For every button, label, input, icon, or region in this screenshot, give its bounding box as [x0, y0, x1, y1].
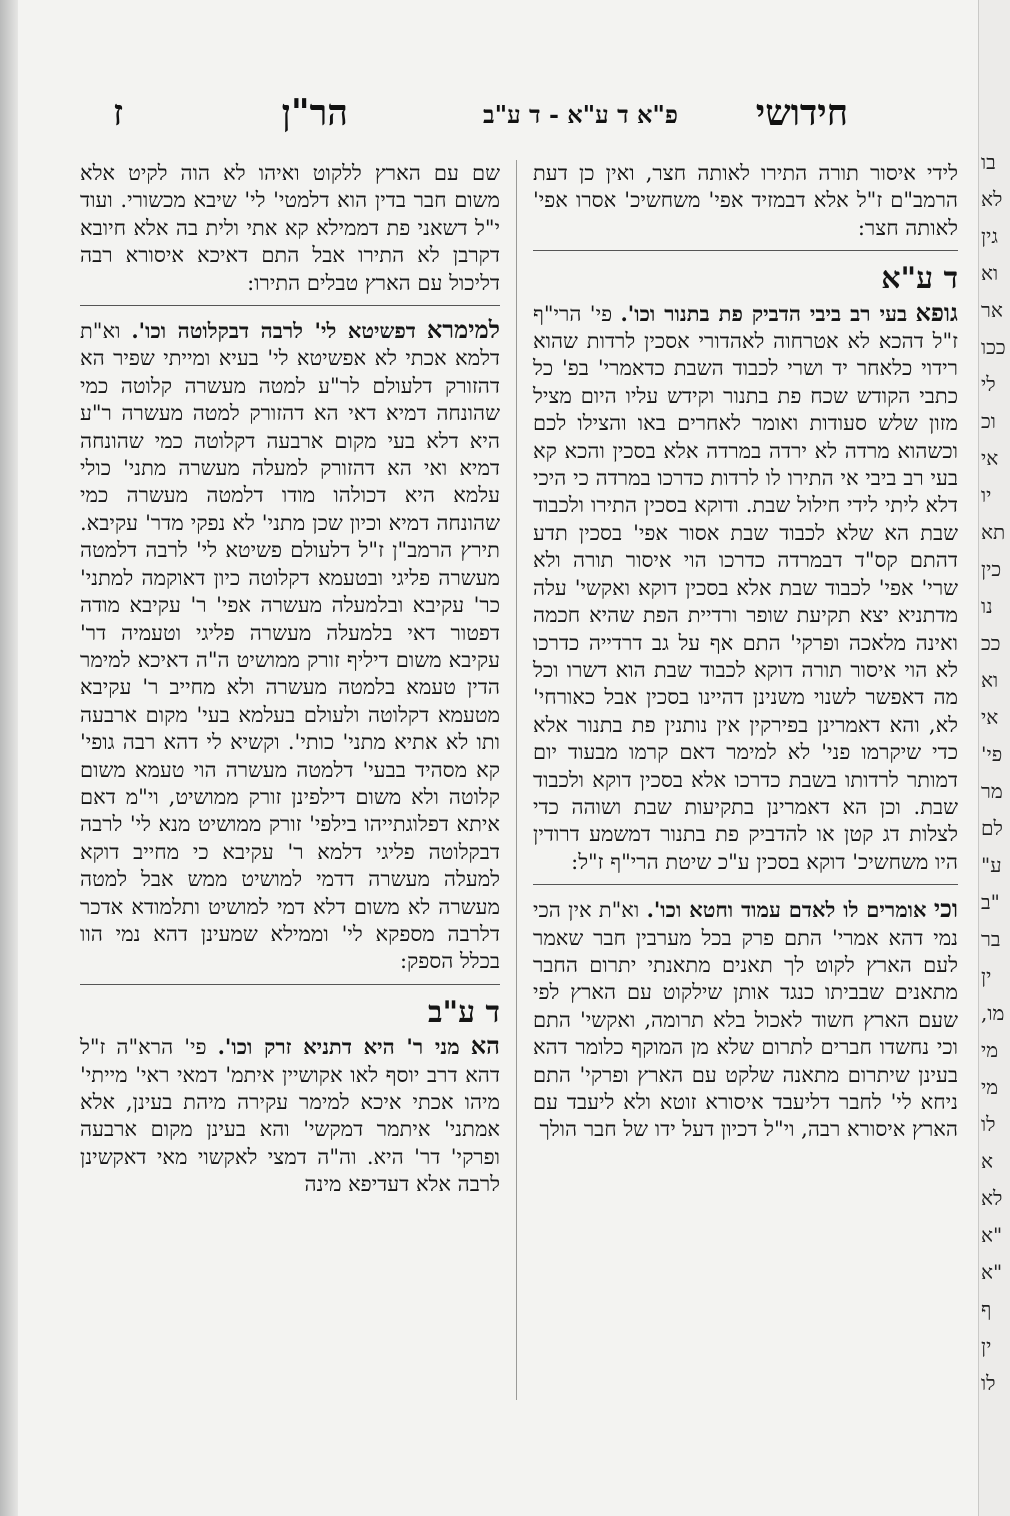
facing-page-fragment: מר: [981, 779, 1003, 803]
dibbur-lead: דפשיטא לי' לרבה דבקלוטה וכו'.: [131, 318, 416, 344]
facing-page-fragment: לם: [981, 816, 1003, 840]
facing-page-fragment: "א: [981, 1223, 1003, 1247]
paragraph-rule: [533, 884, 958, 885]
header-author: הר"ן: [281, 92, 348, 134]
paragraph-body: וא"ת אין הכי נמי דהא אמרי' התם פרק בכל מערבין חבר שאמר לעם הארץ לקוט לך תאנים מתאנתי יתרום החבר מתאנים שבביתו כנגד אותן שילקוט עם הארץ לפי שעם הארץ חשוד לאכול בלא תרומה, ואקשי' התם וכי נחשדו חברים לתרום שלא מן המוקף כלומר דהא בעינן שיתרום מתאנה שלקט עם הארץ ופרקי' התם ניחא לי' לחבר דליעבד איסורא זוטא ולא ליעבד עם הארץ איסורא רבה, וי"ל דכיון דעל ידו של חבר הולך: [533, 898, 958, 1142]
section-rule: [533, 250, 958, 251]
facing-page-fragment: וכ: [981, 409, 996, 433]
dibbur-hamatchil: הא: [470, 1031, 500, 1061]
section-heading-4b: ד ע"ב: [428, 994, 500, 1030]
facing-page-edge: [978, 0, 1010, 1516]
left-intro-paragraph: שם עם הארץ ללקוט ואיהו לא הוה לקיט אלא משום חבר בדין הוא דלמטי' לי' שיבא מכשורי. ועוד י"ל דשאני פת דממילא קא אתי ולית בה אלא חיובא דקרבן לא התירו אבל התם דאיכא איסורא רבה דליכול עם הארץ טבלים התירו:: [80, 161, 500, 295]
left-paragraph-1: [80, 316, 500, 976]
facing-page-fragment: יו: [981, 483, 992, 507]
header-folio-range: פ"א ד ע"א - ד ע"ב: [483, 100, 678, 129]
book-page: [18, 0, 978, 1516]
facing-page-fragment: "א: [981, 1260, 1003, 1284]
facing-page-fragment: ף: [981, 1297, 992, 1321]
facing-page-fragment: וא: [981, 261, 999, 285]
dibbur-lead: בעי רב ביבי הדביק פת בתנור וכו'.: [620, 300, 908, 326]
running-header: [58, 92, 938, 142]
facing-page-fragment: אי: [981, 705, 999, 729]
dibbur-hamatchil: גופא: [915, 297, 958, 327]
left-paragraph-2: [80, 1032, 500, 1198]
right-text-column: [533, 160, 958, 1144]
dibbur-hamatchil: וכי: [933, 894, 958, 924]
facing-page-fragment: כין: [981, 557, 1002, 581]
facing-page-fragment: מי: [981, 1075, 999, 1099]
paragraph-body: פי' הרא"ה ז"ל דהא דרב יוסף לאו אקושיין איתמ' דמאי ראי' מייתי' מיהו אכתי איכא למימר עקירה מיהת בעינן, אלא אמתני' איתמר דמקשי' והא בעינן מקום ארבעה ופרקי' דר' היא. וה"ה דמצי לאקשוי מאי דאקשינן לרבה אלא דעדיפא מינה: [80, 1035, 500, 1197]
binding-shadow: [0, 0, 18, 1516]
dibbur-lead: מני ר' היא דתניא זרק וכו'.: [217, 1034, 460, 1060]
facing-page-fragment: מו,: [981, 1001, 1005, 1025]
facing-page-fragment: ככו: [981, 335, 1006, 359]
facing-page-fragment: ככ: [981, 631, 1001, 655]
facing-page-fragment: גין: [981, 224, 998, 248]
right-paragraph-1: [533, 299, 958, 877]
facing-page-fragment: בו: [981, 150, 996, 174]
facing-page-fragment: נו: [981, 594, 993, 618]
facing-page-fragment: ין: [981, 964, 992, 988]
facing-page-fragment: לא: [981, 1186, 1003, 1210]
facing-page-fragment: מי: [981, 1038, 999, 1062]
dibbur-hamatchil: למימרא: [426, 315, 500, 345]
section-rule: [80, 984, 500, 985]
facing-page-fragment: לא: [981, 187, 1003, 211]
header-title: חידושי: [755, 92, 848, 134]
facing-page-fragment: א: [981, 1149, 994, 1173]
paragraph-body: פי' הרי"ף ז"ל דהכא לא אטרחוה לאהדורי אסכין לרדות שהוא רידוי כלאחר יד ושרי לכבוד השבת כדאמרי' בפ' כל כתבי הקודש שכח פת בתנור וקידש עליו היום מציל מזון שלש סעודות ואומר לאחרים באו והצילו לכם וכשהוא מרדה לא ירדה במרדה אלא בסכין והכא קא בעי רב ביבי אי התירו לו לרדות כדרכו במרדה כי היכי דלא ליתי לידי חילול שבת. ודוקא בסכין התירו ולכבוד שבת הא שלא לכבוד שבת אסור אפי' בסכין תדע דהתם קס"ד דבמרדה כדרכו הוי איסור תורה ולא שרי' אפי' לכבוד שבת אלא בסכין דוקא ואקשי' עלה מדתניא יצא תקיעת שופר ורדיית הפת שהיא חכמה ואינה מלאכה ופרקי' התם אף על גב דרדייה כדרכו לא הוי איסור תורה דוקא לכבוד שבת הוא דשרו וכל מה דאפשר לשנוי משנינן דהיינו בסכין אבל כאורחי' לא, והא דאמרינן בפירקין אין נותנין פת בתנור אלא כדי שיקרמו פני' לא למימר דאם קרמו מבעוד יום דמותר לרדותו בשבת כדרכו אלא בסכין דוקא ולכבוד שבת. וכן הא דאמרינן בתקיעות שבת ושוהה כדי לצלות דג קטן או להדביק פת בתנור דמשמע דרודין היו משחשיכ' דוקא בסכין ע"כ שיטת הרי"ף ז"ל:: [533, 301, 959, 874]
facing-page-fragment: תא: [981, 520, 1006, 544]
paragraph-body: וא"ת דלמא אכתי לא אפשיטא לי' בעיא ומייתי שפיר הא דהזורק דלעולם לר"ע למטה מעשרה קלוטה כמי שהונחה דמיא דאי הא דהזורק למטה מעשרה ר"ע היא דלא בעי מקום ארבעה דקלוטה כמי שהונחה דמיא ואי הא דהזורק למעלה מעשרה מתני' כולי עלמא היא דכולהו מודו דלמטה מעשרה כמי שהונחה דמיא וכיון שכן מתני' לא נפקי מדר' עקיבא. תירץ הרמב"ן ז"ל דלעולם פשיטא לי' לרבה דלמטה מעשרה פליגי ובטעמא דקלוטה כיון דאוקמה למתני' כר' עקיבא ובלמעלה מעשרה אפי' ר' עקיבא מודה דפטור דאי בלמעלה מעשרה פליגי וטעמיה דר' עקיבא משום דיליף זורק ממושיט ה"ה דאיכא למימר הדין טעמא בלמטה מעשרה ולא מחייב ר' עקיבא מטעמא דקלוטה ולעולם בעלמא בעי' מקום ארבעה ותו לא אתיא מתני' כותי'. וקשיא לי דהא רבה גופי' קא מסהיד בבעי' דלמטה מעשרה הוי טעמא משום קלוטה ולא משום דילפינן זורק ממושיט, וי"מ דאם איתא דפלוגתייהו בילפי' זורק ממושיט מנא לי' לרבה דבקלוטה פליגי דלמא ר' עקיבא כי מחייב דוקא למעלה מעשרה דדמי למושיט ממש אבל למטה מעשרה לא משום דלא דמי למושיט ותלמודא אדכר דלרבה מספקא לי' וממילא שמעינן דהא נמי הוו בכלל הספק:: [80, 319, 500, 974]
facing-page-fragment: לו: [981, 1112, 996, 1136]
column-divider: [516, 160, 517, 1400]
facing-page-fragment: פי': [981, 742, 1003, 766]
right-paragraph-2: [533, 895, 958, 1144]
facing-page-fragment: לי: [981, 372, 996, 396]
section-heading-4a: ד ע"א: [881, 261, 958, 297]
facing-page-fragment: ין: [981, 1334, 992, 1358]
right-intro-paragraph: לידי איסור תורה התירו לאותה חצר, ואין כן דעת הרמב"ם ז"ל אלא דבמזיד אפי' משחשיכ' אסרו אפי' לאותה חצר:: [533, 161, 958, 240]
paragraph-rule: [80, 305, 500, 306]
facing-page-fragment: אר: [981, 298, 1003, 322]
dibbur-lead: אומרים לו לאדם עמוד וחטא וכו'.: [646, 897, 927, 923]
facing-page-fragment: וא: [981, 668, 999, 692]
left-text-column: [80, 160, 500, 1199]
facing-page-fragment: ע": [981, 853, 1002, 877]
facing-page-fragment: לו: [981, 1371, 996, 1395]
page-number: ז: [112, 92, 123, 134]
facing-page-fragment: "ב: [981, 890, 1000, 914]
facing-page-fragment: אי: [981, 446, 999, 470]
facing-page-fragment: בר: [981, 927, 1001, 951]
